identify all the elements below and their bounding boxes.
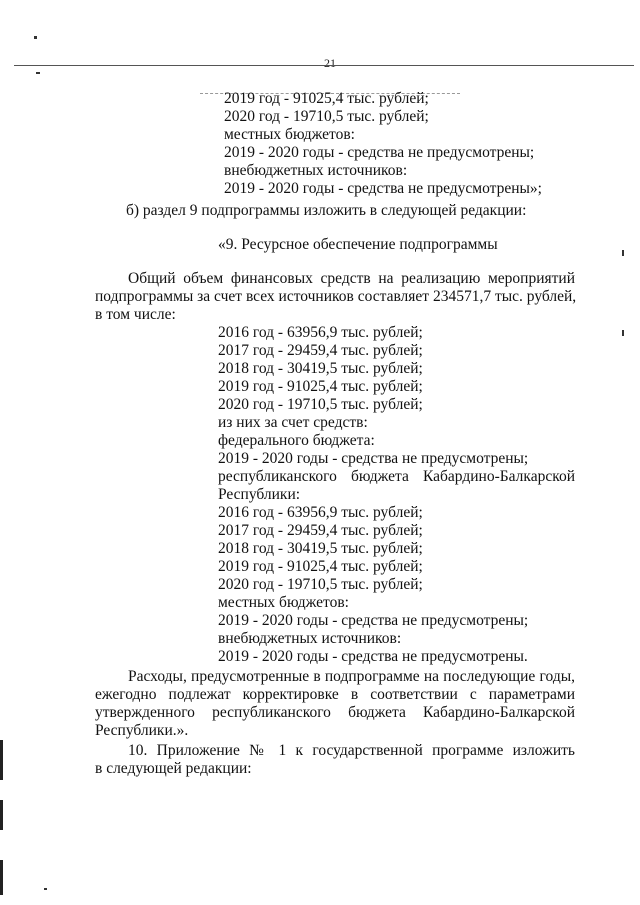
text-line: 2017 год - 29459,4 тыс. рублей; — [218, 342, 423, 359]
text-line: 2020 год - 19710,5 тыс. рублей; — [224, 108, 429, 125]
scan-speck — [34, 36, 37, 39]
text-line: федерального бюджета: — [218, 432, 375, 449]
paragraph-line: утвержденного республиканского бюджета Кабардино-Балкарской — [95, 704, 575, 721]
text-line: из них за счет средств: — [218, 414, 368, 431]
scan-speck — [622, 330, 624, 336]
paragraph-line: подпрограммы за счет всех источников составляет 234571,7 тыс. рублей, — [95, 288, 577, 305]
text-line: 2020 год - 19710,5 тыс. рублей; — [218, 396, 423, 413]
text-line: местных бюджетов: — [224, 126, 355, 143]
paragraph-line: Общий объем финансовых средств на реализацию мероприятий — [128, 270, 575, 287]
text-line: 2018 год - 30419,5 тыс. рублей; — [218, 540, 423, 557]
scan-speck — [44, 888, 47, 890]
paragraph-line: в следующей редакции: — [95, 760, 252, 777]
paragraph-line: Республики.». — [95, 722, 189, 739]
text-line: 2019 - 2020 годы - средства не предусмотрены; — [218, 450, 529, 467]
paragraph-line: ежегодно подлежат корректировке в соответствии с параметрами — [95, 686, 575, 703]
text-line: 2018 год - 30419,5 тыс. рублей; — [218, 360, 423, 377]
scan-speck — [36, 72, 40, 74]
text-line: 2019 - 2020 годы - средства не предусмотрены. — [218, 648, 528, 665]
scan-speck — [622, 250, 624, 256]
text-line: Республики: — [218, 486, 301, 503]
text-line: 2016 год - 63956,9 тыс. рублей; — [218, 324, 423, 341]
text-line: 2019 год - 91025,4 тыс. рублей; — [218, 378, 423, 395]
text-line: 2019 год - 91025,4 тыс. рублей; — [224, 90, 429, 107]
page-number: 21 — [324, 56, 336, 70]
text-line: 2016 год - 63956,9 тыс. рублей; — [218, 504, 423, 521]
scan-edge-mark — [0, 860, 3, 895]
text-line: республиканского бюджета Кабардино-Балкарской — [218, 468, 575, 485]
text-line: внебюджетных источников: — [224, 162, 408, 179]
text-line: 2019 - 2020 годы - средства не предусмотрены; — [224, 144, 535, 161]
header-rule — [14, 65, 634, 66]
scan-edge-mark — [0, 800, 3, 830]
text-line: местных бюджетов: — [218, 594, 349, 611]
text-line: 2020 год - 19710,5 тыс. рублей; — [218, 576, 423, 593]
paragraph-line: в том числе: — [95, 306, 176, 323]
section-heading: «9. Ресурсное обеспечение подпрограммы — [218, 236, 498, 253]
scan-edge-mark — [0, 740, 3, 780]
text-line: 2017 год - 29459,4 тыс. рублей; — [218, 522, 423, 539]
text-line: 2019 - 2020 годы - средства не предусмотрены»; — [224, 180, 542, 197]
paragraph-line: 10. Приложение № 1 к государственной программе изложить — [128, 742, 575, 759]
text-line: б) раздел 9 подпрограммы изложить в следующей редакции: — [126, 202, 527, 219]
text-line: 2019 год - 91025,4 тыс. рублей; — [218, 558, 423, 575]
text-line: 2019 - 2020 годы - средства не предусмотрены; — [218, 612, 529, 629]
text-line: внебюджетных источников: — [218, 630, 402, 647]
paragraph-line: Расходы, предусмотренные в подпрограмме на последующие годы, — [128, 668, 575, 685]
